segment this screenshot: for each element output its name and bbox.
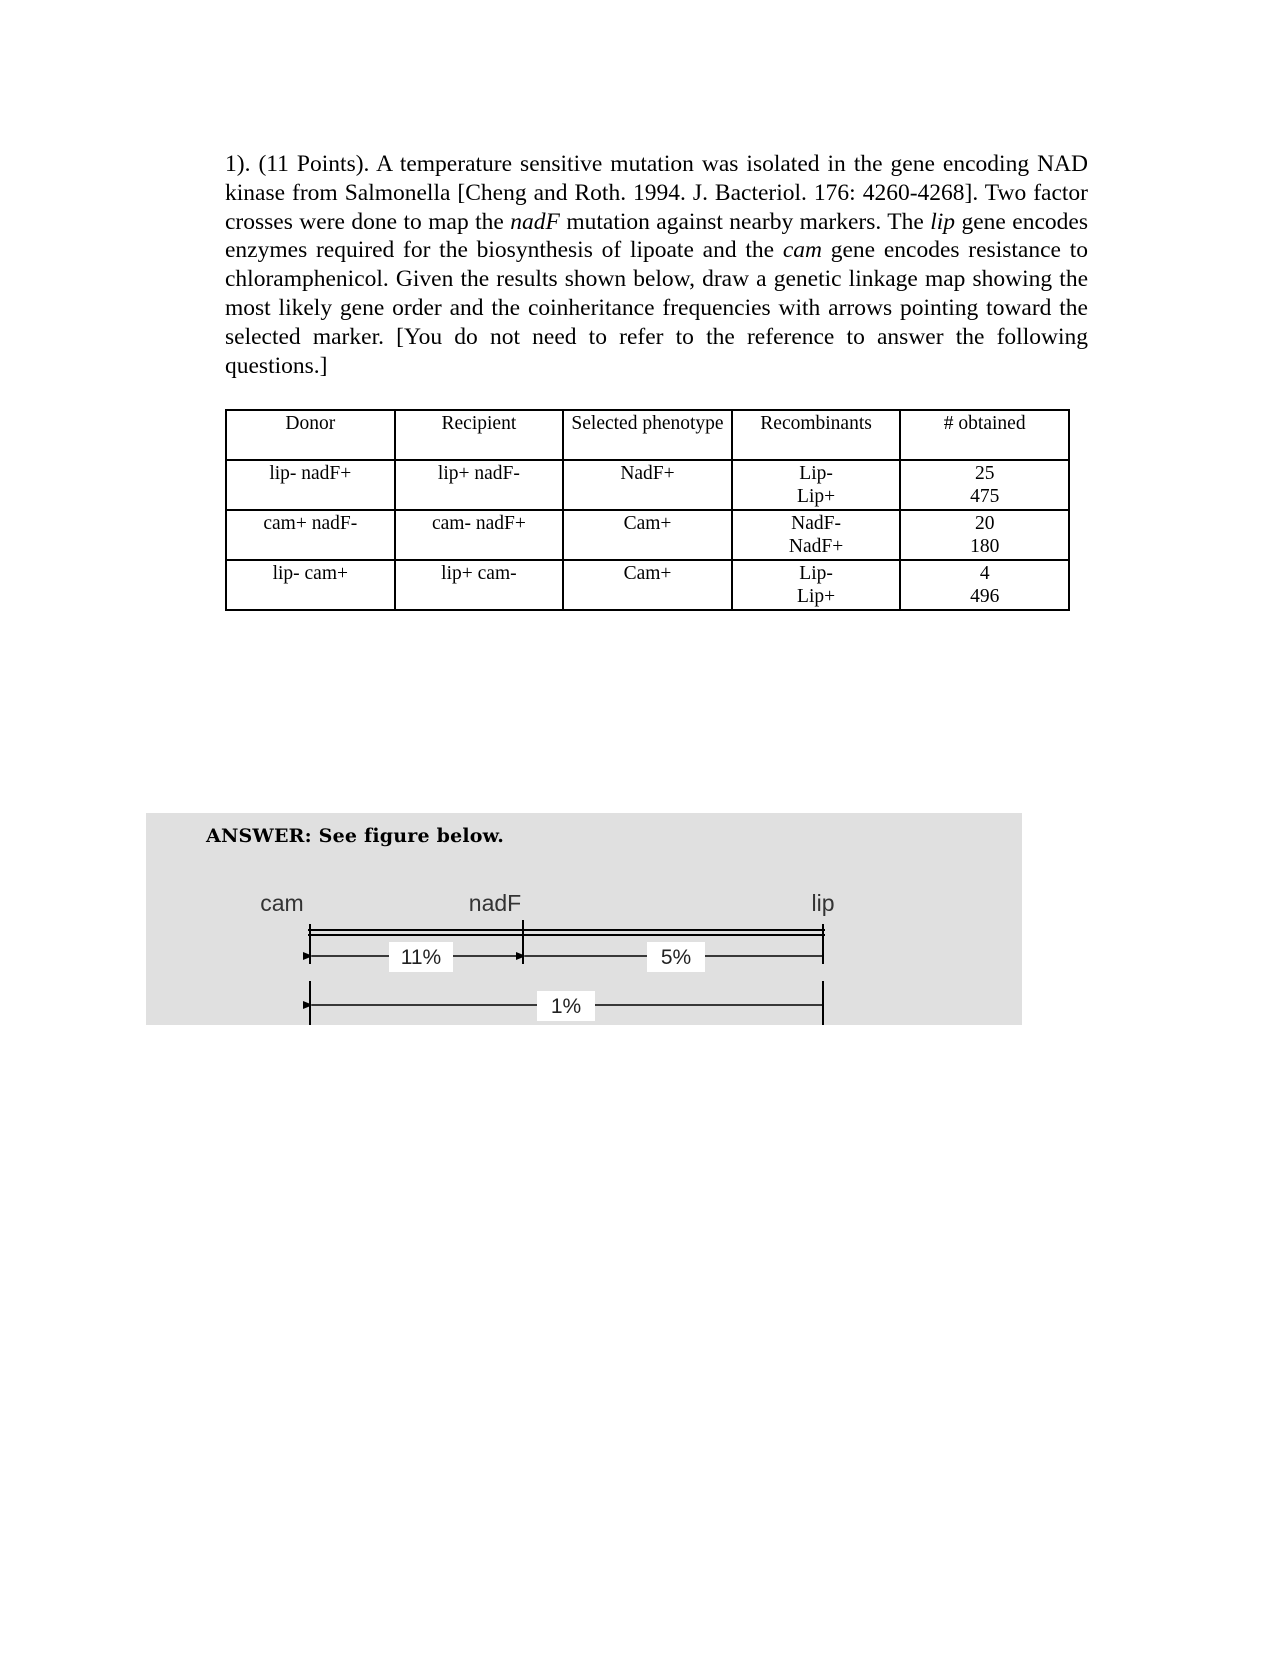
gene-name-lip: lip [930,208,956,235]
selected-cell: Cam+ [563,560,732,610]
obtained-cell [900,460,1069,510]
answer-label: ANSWER: See figure below. [206,825,505,847]
recipient-cell: cam- nadF+ [395,510,564,560]
recipient-cell: lip+ nadF- [395,460,564,510]
answer-box [146,813,1022,1025]
header-donor: Donor [226,410,395,460]
donor-cell: lip- cam+ [226,560,395,610]
gene-name-cam: cam [782,237,822,264]
obtained-cell [900,560,1069,610]
gene-label-nadf: nadF [468,890,522,916]
header-recombinants: Recombinants [732,410,901,460]
recombinant-class: Lip- [799,463,833,484]
gene-name-nadf: nadF [510,208,560,235]
header-selected-phenotype: Selected phenotype [563,410,732,460]
table-header-row [226,410,1069,460]
recombinant-class: NadF- [791,513,841,534]
obtained-count: 180 [970,536,1000,557]
recombinants-cell [732,460,901,510]
obtained-count: 25 [974,463,995,484]
obtained-count: 475 [970,486,1000,507]
recombinants-cell [732,510,901,560]
interval-label-11: 11% [400,946,442,969]
header-recipient: Recipient [395,410,564,460]
obtained-count: 20 [974,513,995,534]
selected-cell: NadF+ [563,460,732,510]
header-obtained: # obtained [900,410,1069,460]
recipient-cell: lip+ cam- [395,560,564,610]
question-part: gene encodes enzymes required for the biosynthesis of lipoate and the [225,208,1088,264]
question-part: mutation against nearby markers. The [559,208,931,235]
table-row [226,510,1069,560]
recombinant-class: Lip+ [797,586,836,607]
recombinants-cell [732,560,901,610]
donor-cell: lip- nadF+ [226,460,395,510]
selected-cell: Cam+ [563,510,732,560]
table-row [226,460,1069,510]
gene-label-lip: lip [811,890,835,916]
cross-results-table [225,409,1070,611]
recombinant-class: NadF+ [788,536,844,557]
table-row [226,560,1069,610]
obtained-cell [900,510,1069,560]
interval-label-5: 5% [660,946,692,969]
obtained-count: 496 [970,586,1000,607]
obtained-count: 4 [979,563,990,584]
recombinant-class: Lip+ [797,486,836,507]
recombinant-class: Lip- [799,563,833,584]
question-part: 1). (11 Points). A temperature sensitive mutation was isolated in the gene encoding NAD kinase from Salmonella [Cheng and Roth. 1994. J. Bacteriol. 176: 4260-4268]. Two factor crosses were done to map the [225,151,1088,235]
question-text [225,150,1088,380]
interval-label-1: 1% [550,995,582,1018]
linkage-map [146,813,1022,1025]
question-part: gene encodes resistance to chloramphenicol. Given the results shown below, draw a genetic linkage map showing the most likely gene order and the coinheritance frequencies with arrows pointing toward the selected marker. [You do not need to refer to the reference to answer the following questions.] [225,237,1088,379]
gene-label-cam: cam [260,890,304,916]
donor-cell: cam+ nadF- [226,510,395,560]
